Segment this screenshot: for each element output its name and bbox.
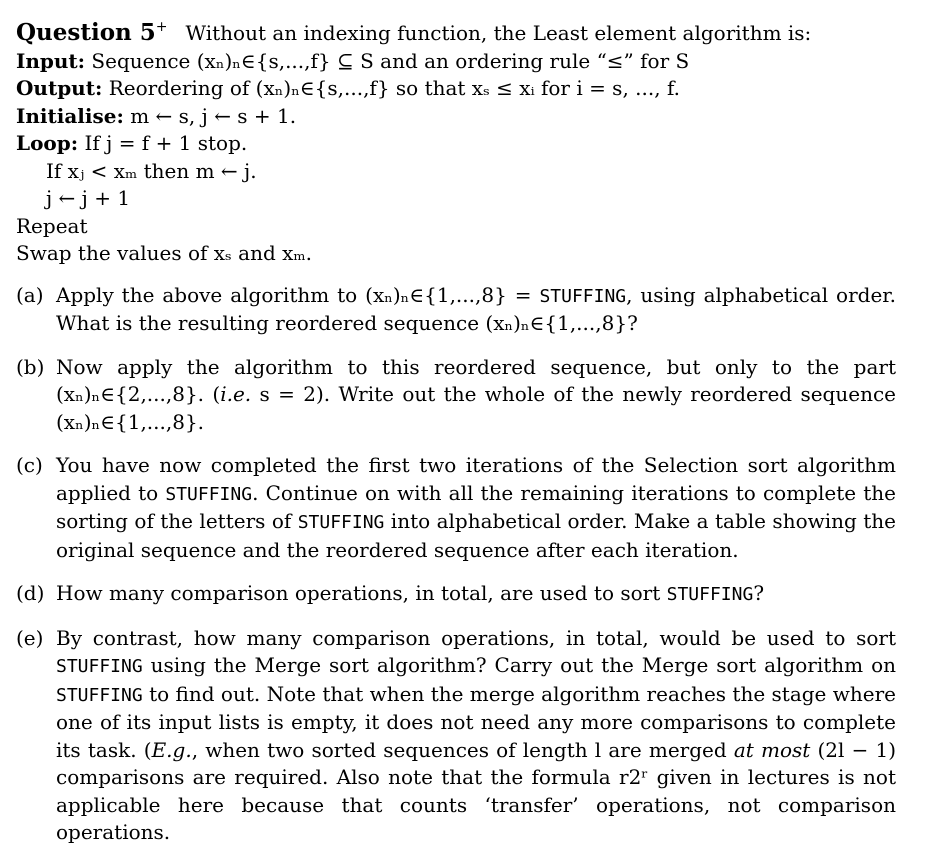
question-part xyxy=(16,282,896,338)
algorithm-input xyxy=(16,48,896,76)
question-header xyxy=(16,14,896,48)
part-text-segment: Apply the above algorithm to (xₙ)ₙ∈{1,...,8} = xyxy=(56,282,540,307)
part-text xyxy=(56,580,896,609)
part-label: (d) xyxy=(16,581,45,605)
output-label: Output: xyxy=(16,76,103,100)
part-text-segment: s = 2). Write out the whole of the newly reordered sequence (xₙ)ₙ∈{1,...,8}. xyxy=(56,382,896,434)
part-label: (b) xyxy=(16,354,45,379)
part-text-segment: Now apply the algorithm to this reordered sequence, but only to the part (xₙ)ₙ∈{2,...,8}. ( xyxy=(56,354,896,406)
code-word: STUFFING xyxy=(165,483,253,505)
part-text-segment: at most xyxy=(733,737,811,762)
algorithm-swap: Swap the values of xₛ and xₘ. xyxy=(16,241,313,265)
part-label: (e) xyxy=(16,625,44,650)
part-text-segment: How many comparison operations, in total, are used to sort xyxy=(56,581,667,605)
question-title-superscript: + xyxy=(155,19,168,35)
code-word: STUFFING xyxy=(56,656,143,677)
algorithm-initialise xyxy=(16,103,896,131)
part-text-segment: . Continue on with all the remaining iterations to complete the sorting of the letters of xyxy=(56,480,896,533)
algorithm-increment-line: j ← j + 1 xyxy=(46,186,131,210)
part-text-segment: E.g. xyxy=(151,737,192,762)
part-text-segment: using the Merge sort algorithm? Carry out the Merge sort algorithm on xyxy=(142,653,896,677)
code-word: STUFFING xyxy=(56,684,143,706)
question-part xyxy=(16,580,896,609)
question-title: Question 5+ xyxy=(16,19,168,46)
part-text-segment: (2l − 1) comparisons are required. Also note that the formula r2ʳ given in lectures is not applicable here because that counts ‘transfer’ operations, not comparison operations. xyxy=(56,737,897,844)
input-label: Input: xyxy=(16,48,86,73)
question-page xyxy=(16,14,896,847)
part-text-segment: i.e. xyxy=(220,382,252,406)
question-part xyxy=(16,625,896,847)
init-text: m ← s, j ← s + 1. xyxy=(130,103,297,128)
input-text: Sequence (xₙ)ₙ∈{s,...,f} ⊆ S and an ordering rule “≤” for S xyxy=(91,48,690,73)
part-text xyxy=(56,282,896,338)
algorithm-output xyxy=(16,75,896,103)
code-word: STUFFING xyxy=(539,285,627,307)
algorithm-loop xyxy=(16,130,896,158)
part-text-segment: You have now completed the first two iterations of the Selection sort algorithm applied to xyxy=(56,453,896,505)
part-text-segment: into alphabetical order. Make a table showing the original sequence and the reordered sequence after each iteration. xyxy=(56,509,896,562)
algorithm-if-line: If xⱼ < xₘ then m ← j. xyxy=(46,158,257,183)
question-part xyxy=(16,354,896,437)
question-part xyxy=(16,452,896,564)
part-text-segment: By contrast, how many comparison operations, in total, would be used to sort xyxy=(56,625,896,650)
code-word: STUFFING xyxy=(666,584,754,605)
part-text xyxy=(56,452,896,564)
part-text-segment: to find out. Note that when the merge algorithm reaches the stage where one of its input lists is empty, it does not need any more comparisons to complete its task. ( xyxy=(56,681,896,762)
part-label: (a) xyxy=(16,282,44,307)
part-text xyxy=(56,625,896,847)
question-description: Without an indexing function, the Least element algorithm is: xyxy=(185,21,812,45)
part-text-segment: , when two sorted sequences of length l are merged xyxy=(191,737,734,762)
part-text-segment: ? xyxy=(753,581,765,605)
init-label: Initialise: xyxy=(16,103,124,128)
output-text: Reordering of (xₙ)ₙ∈{s,...,f} so that xₛ ≤ xᵢ for i = s, ..., f. xyxy=(108,76,680,100)
loop-label: Loop: xyxy=(16,131,79,155)
loop-text: If j = f + 1 stop. xyxy=(84,131,248,155)
code-word: STUFFING xyxy=(297,512,385,533)
part-text xyxy=(56,354,896,437)
algorithm-repeat: Repeat xyxy=(16,213,88,238)
part-label: (c) xyxy=(16,453,43,477)
question-parts xyxy=(16,282,896,847)
part-text-segment: , using alphabetical order. What is the resulting reordered sequence (xₙ)ₙ∈{1,...,8}? xyxy=(56,282,896,335)
